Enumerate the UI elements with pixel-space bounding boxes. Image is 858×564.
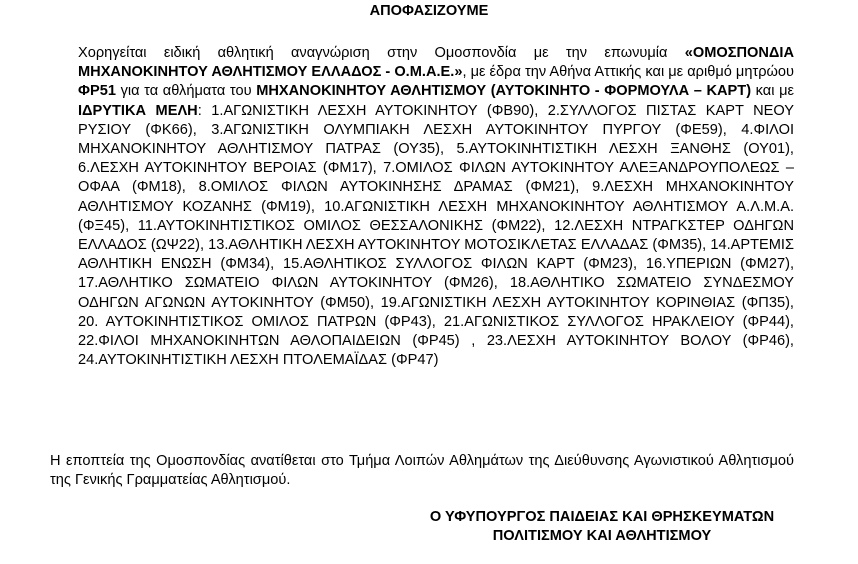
supervision-paragraph: Η εποπτεία της Ομοσπονδίας ανατίθεται στο Τμήμα Λοιπών Αθλημάτων της Διεύθυνσης Αγωνιστικού Αθλητισμού της Γενικής Γραμματείας Αθλητισμού.	[50, 453, 794, 489]
sports-name: ΜΗΧΑΝΟΚΙΝΗΤΟΥ ΑΘΛΗΤΙΣΜΟΥ (ΑΥΤΟΚΙΝΗΤΟ - ΦΟΡΜΟΥΛΑ – ΚΑΡΤ)	[256, 83, 752, 100]
founding-members-label: ΙΔΡΥΤΙΚΑ ΜΕΛΗ	[78, 102, 198, 119]
signature-title-line-1: Ο ΥΦΥΠΟΥΡΓΟΣ ΠΑΙΔΕΙΑΣ ΚΑΙ ΘΡΗΣΚΕΥΜΑΤΩΝ	[429, 509, 775, 525]
signature-title-line-2: ΠΟΛΙΤΙΣΜΟΥ ΚΑΙ ΑΘΛΗΤΙΣΜΟΥ	[492, 528, 712, 545]
main-text-and: και με	[751, 83, 795, 100]
federation-name: «ΟΜΟΣΠΟΝΔΙΑ ΜΗΧΑΝΟΚΙΝΗΤΟΥ ΑΘΛΗΤΙΣΜΟΥ ΕΛΛΑΔΟΣ - Ο.Μ.Α.Ε.»	[78, 45, 794, 81]
founding-members-list: : 1.ΑΓΩΝΙΣΤΙΚΗ ΛΕΣΧΗ ΑΥΤΟΚΙΝΗΤΟΥ (ΦΒ90), 2.ΣΥΛΛΟΓΟΣ ΠΙΣΤΑΣ ΚΑΡΤ ΝΕΟΥ ΡΥΣΙΟΥ (ΦΚ66), 3.ΑΓΩΝΙΣΤΙΚΗ ΟΛΥΜΠΙΑΚΗ ΛΕΣΧΗ ΑΥΤΟΚΙΝΗΤΟΥ ΠΥΡΓΟΥ (ΦΕ59), 4.ΦΙΛΟΙ ΜΗΧΑΝΟΚΙΝΗΤΟΥ ΑΘΛΗΤΙΣΜΟΥ ΠΑΤΡΑΣ (ΟΥ35), 5.ΑΥΤΟΚΙΝΗΤΙΣΤΙΚΗ ΛΕΣΧΗ ΞΑΝΘΗΣ (ΟΥ01), 6.ΛΕΣΧΗ ΑΥΤΟΚΙΝΗΤΟΥ ΒΕΡΟΙΑΣ (ΦΜ17), 7.ΟΜΙΛΟΣ ΦΙΛΩΝ ΑΥΤΟΚΙΝΗΤΟΥ ΑΛΕΞΑΝΔΡΟΥΠΟΛΕΩΣ – ΟΦΑΑ (ΦΜ18), 8.ΟΜΙΛΟΣ ΦΙΛΩΝ ΑΥΤΟΚΙΝΗΣΗΣ ΔΡΑΜΑΣ (ΦΜ21), 9.ΛΕΣΧΗ ΜΗΧΑΝΟΚΙΝΗΤΟΥ ΑΘΛΗΤΙΣΜΟΥ ΚΟΖΑΝΗΣ (ΦΜ19), 10.ΑΓΩΝΙΣΤΙΚΗ ΛΕΣΧΗ ΜΗΧΑΝΟΚΙΝΗΤΟΥ ΑΘΛΗΤΙΣΜΟΥ Α.Λ.Μ.Α. (ΦΞ45), 11.ΑΥΤΟΚΙΝΗΤΙΣΤΙΚΟΣ ΟΜΙΛΟΣ ΘΕΣΣΑΛΟΝΙΚΗΣ (ΦΜ22), 12.ΛΕΣΧΗ ΝΤΡΑΓΚΣΤΕΡ ΟΔΗΓΩΝ ΕΛΛΑΔΟΣ (ΩΨ22), 13.ΑΘΛΗΤΙΚΗ ΛΕΣΧΗ ΑΥΤΟΚΙΝΗΤΟΥ ΜΟΤΟΣΙΚΛΕΤΑΣ ΕΛΛΑΔΑΣ (ΦΜ35), 14.ΑΡΤΕΜΙΣ ΑΘΛΗΤΙΚΗ ΕΝΩΣΗ (ΦΜ34), 15.ΑΘΛΗΤΙΚΟΣ ΣΥΛΛΟΓΟΣ ΦΙΛΩΝ ΚΑΡΤ (ΦΜ23), 16.ΥΠΕΡΙΩΝ (ΦΜ27), 17.ΑΘΛΗΤΙΚΟ ΣΩΜΑΤΕΙΟ ΦΙΛΩΝ ΑΥΤΟΚΙΝΗΤΟΥ (ΦΜ26), 18.ΑΘΛΗΤΙΚΟ ΣΩΜΑΤΕΙΟ ΣΥΝΔΕΣΜΟΥ ΟΔΗΓΩΝ ΑΓΩΝΩΝ ΑΥΤΟΚΙΝΗΤΟΥ (ΦΜ50), 19.ΑΓΩΝΙΣΤΙΚΗ ΛΕΣΧΗ ΑΥΤΟΚΙΝΗΤΟΥ ΚΟΡΙΝΘΙΑΣ (ΦΠ35), 20. ΑΥΤΟΚΙΝΗΤΙΣΤΙΚΟΣ ΟΜΙΛΟΣ ΠΑΤΡΩΝ (ΦΡ43), 21.ΑΓΩΝΙΣΤΙΚΟΣ ΣΥΛΛΟΓΟΣ ΗΡΑΚΛΕΙΟΥ (ΦΡ44), 22.ΦΙΛΟΙ ΜΗΧΑΝΟΚΙΝΗΤΩΝ ΑΘΛΟΠΑΙΔΕΙΩΝ (ΦΡ45) , 23.ΛΕΣΧΗ ΑΥΤΟΚΙΝΗΤΟΥ ΒΟΛΟΥ (ΦΡ46), 24.ΑΥΤΟΚΙΝΗΤΙΣΤΙΚΗ ΛΕΣΧΗ ΠΤΟΛΕΜΑΪΔΑΣ (ΦΡ47)	[78, 102, 794, 369]
decision-heading: ΑΠΟΦΑΣΙΖΟΥΜΕ	[369, 3, 489, 19]
main-text-intro: Χορηγείται ειδική αθλητική αναγνώριση στην Ομοσπονδία με την επωνυμία	[78, 45, 685, 61]
decision-main-paragraph	[78, 44, 794, 370]
main-text-sports-intro: για τα αθλήματα του	[115, 83, 257, 100]
signature-block	[392, 508, 812, 546]
registry-number: ΦΡ51	[78, 83, 116, 100]
main-text-seat: , με έδρα την Αθήνα Αττικής και με αριθμό μητρώου	[462, 64, 795, 81]
